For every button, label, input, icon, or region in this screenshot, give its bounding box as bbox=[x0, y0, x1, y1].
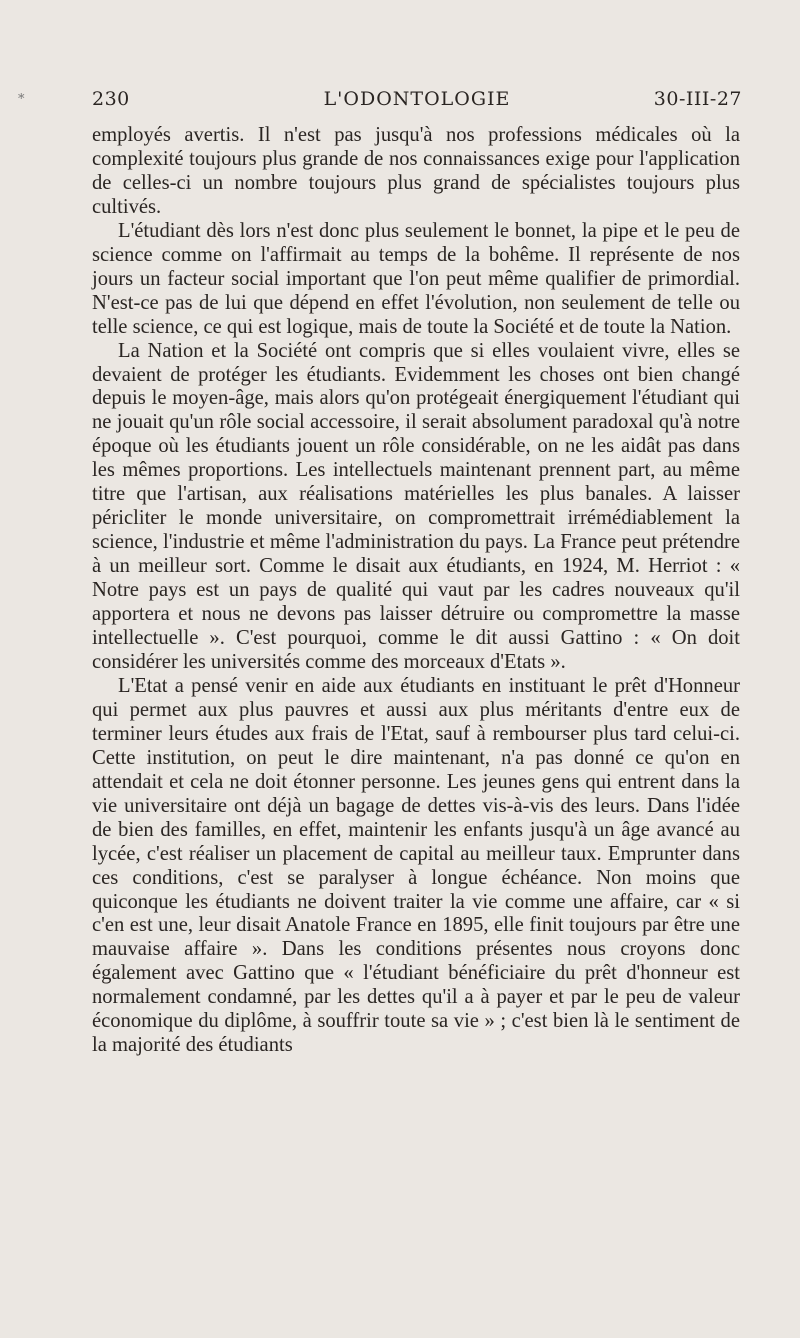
margin-mark: * bbox=[18, 92, 25, 107]
journal-title: L'ODONTOLOGIE bbox=[323, 88, 511, 110]
article-body bbox=[92, 124, 740, 1058]
paragraph: La Nation et la Société ont compris que si elles voulaient vivre, elles se devaient de protéger les étudiants. Evidemment les choses ont bien changé depuis le moyen-âge, mais alors qu'on protégeait énergiquement l'étudiant qui ne jouait qu'un rôle social accessoire, il serait absolument paradoxal qu'à notre époque où les étudiants jouent un rôle considérable, on ne les aidât pas dans les mêmes proportions. Les intellectuels maintenant prennent part, au même titre que l'artisan, aux réalisations matérielles les plus banales. A laisser péricliter le monde universitaire, on compromettrait irrémédiablement la science, l'industrie et même l'administration du pays. La France peut prétendre à un meilleur sort. Comme le disait aux étudiants, en 1924, M. Herriot : « Notre pays est un pays de qualité qui vaut par les cadres nouveaux qu'il apportera et nous ne devons pas laisser détruire ou compromettre la masse intellectuelle ». C'est pourquoi, comme le dit aussi Gattino : « On doit considérer les universités comme des morceaux d'Etats ». bbox=[92, 339, 740, 673]
issue-date: 30-III-27 bbox=[653, 88, 742, 110]
page-number: 230 bbox=[92, 88, 130, 110]
running-header bbox=[92, 88, 742, 114]
paragraph: L'Etat a pensé venir en aide aux étudiants en instituant le prêt d'Honneur qui permet aux plus pauvres et aussi aux plus méritants d'entre eux de terminer leurs études aux frais de l'Etat, sauf à rembourser plus tard celui-ci. Cette institution, on peut le dire maintenant, n'a pas donné ce qu'on en attendait et cela ne doit étonner personne. Les jeunes gens qui entrent dans la vie universitaire ont déjà un bagage de dettes vis-à-vis des leurs. Dans l'idée de bien des familles, en effet, maintenir les enfants jusqu'à un âge avancé au lycée, c'est réaliser un placement de capital au meilleur taux. Emprunter dans ces conditions, c'est se paralyser à longue échéance. Non moins que quiconque les étudiants ne doivent traiter la vie comme une affaire, car « si c'en est une, leur disait Anatole France en 1895, elle finit toujours par être une mauvaise affaire ». Dans les conditions présentes nous croyons donc également avec Gattino que « l'étudiant bénéficiaire du prêt d'honneur est normalement condamné, par les dettes qu'il a à payer et par le peu de valeur économique du diplôme, à souffrir toute sa vie » ; c'est bien là le sentiment de la majorité des étudiants bbox=[92, 674, 740, 1057]
paragraph: L'étudiant dès lors n'est donc plus seulement le bonnet, la pipe et le peu de science comme on l'affirmait au temps de la bohême. Il représente de nos jours un facteur social important que l'on peut même qualifier de primordial. N'est-ce pas de lui que dépend en effet l'évolution, non seulement de telle ou telle science, ce qui est logique, mais de toute la Société et de toute la Nation. bbox=[92, 219, 740, 338]
paragraph-continued: employés avertis. Il n'est pas jusqu'à nos professions médicales où la complexité toujours plus grande de nos connaissances exige pour l'application de celles-ci un nombre toujours plus grand de spécialistes toujours plus cultivés. bbox=[92, 124, 740, 218]
